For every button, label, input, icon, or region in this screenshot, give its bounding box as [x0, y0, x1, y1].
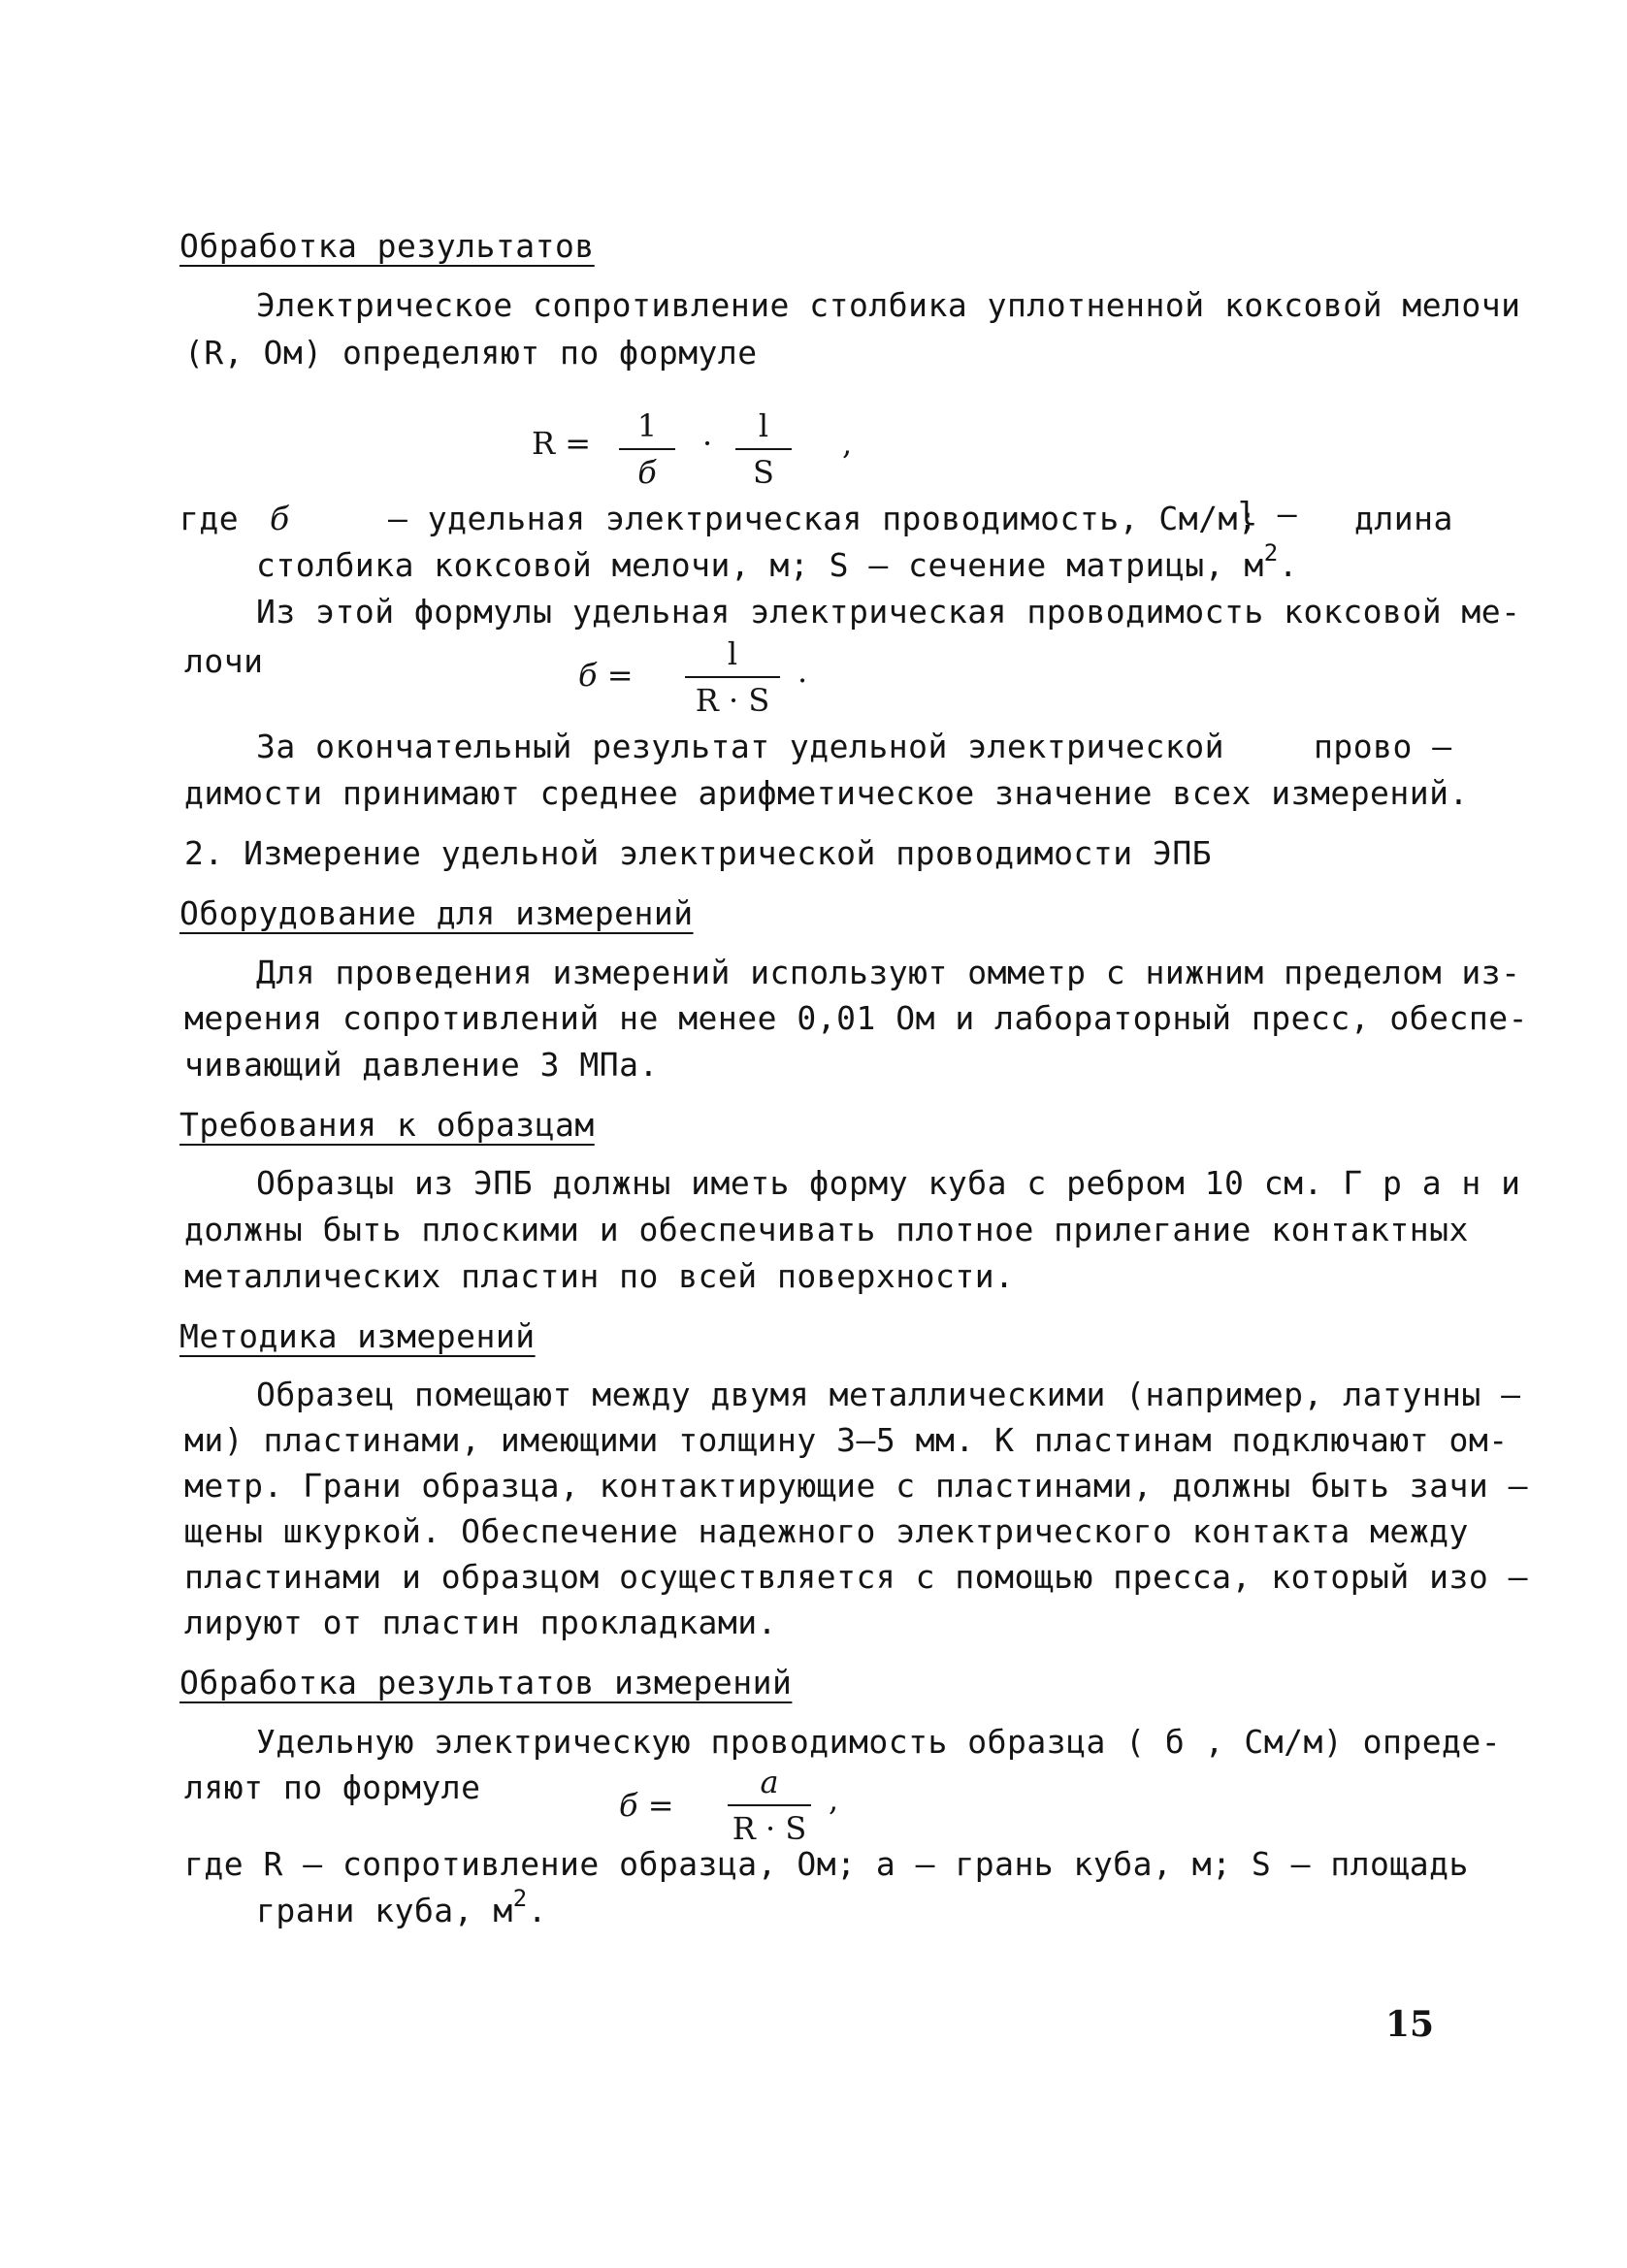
paragraph-line: Образец помещают между двумя металлическими (например, латунны – — [256, 1376, 1521, 1413]
paragraph-line: металлических пластин по всей поверхности. — [184, 1257, 1015, 1295]
heading-sample-requirements: Требования к образцам — [179, 1106, 595, 1144]
heading-method: Методика измерений — [179, 1317, 536, 1355]
paragraph-line: лируют от пластин прокладками. — [184, 1604, 778, 1641]
heading-processing-results: Обработка результатов — [179, 227, 595, 265]
paragraph-line: За окончательный результат удельной электрической — [256, 728, 1225, 765]
fraction — [728, 1764, 811, 1847]
paragraph-line — [256, 1885, 548, 1933]
paragraph-line: щены шкуркой. Обеспечение надежного электрического контакта между — [184, 1512, 1469, 1550]
fraction — [619, 407, 675, 491]
fraction-numerator: l — [758, 407, 769, 444]
paragraph-line: Электрическое сопротивление столбика уплотненной коксовой мелочи — [256, 286, 1521, 324]
section-title: 2. Измерение удельной электрической проводимости ЭПБ — [184, 834, 1213, 872]
paragraph-line: ми) пластинами, имеющими толщину 3–5 мм. К пластинам подключают ом- — [184, 1421, 1509, 1459]
paragraph-line: димости принимают среднее арифметическое значение всех измерений. — [184, 774, 1469, 812]
superscript: 2 — [512, 1885, 528, 1912]
text: . — [1278, 546, 1299, 584]
fraction-numerator: 1 — [636, 407, 658, 444]
superscript: 2 — [1263, 539, 1279, 567]
paragraph-line — [256, 539, 1299, 588]
fraction — [735, 407, 792, 491]
heading-results-processing: Обработка результатов измерений — [179, 1664, 793, 1701]
paragraph-line: – удельная электрическая проводимость, См/м; — [388, 500, 1258, 537]
fraction-denominator: S — [753, 454, 774, 491]
paragraph-line: метр. Грани образца, контактирующие с пластинами, должны быть зачи – — [184, 1467, 1529, 1505]
text: столбика коксовой мелочи, м; S – сечение матрицы, м — [256, 546, 1264, 584]
fraction-denominator: R · S — [695, 682, 770, 719]
where-label: где — [179, 500, 240, 537]
formula-lhs: R = — [532, 425, 592, 462]
symbol-sigma: б — [270, 500, 290, 537]
fraction — [685, 635, 780, 719]
paragraph-line: чивающий давление 3 МПа. — [184, 1046, 659, 1084]
paragraph-line: длина — [1354, 500, 1453, 537]
formula-resistance — [532, 407, 881, 504]
formula-comma: , — [829, 1781, 839, 1818]
paragraph-line: Удельную электрическую проводимость образца ( б , См/м) опреде- — [256, 1723, 1502, 1761]
page-number: 15 — [1385, 2004, 1435, 2045]
formula-dot: · — [702, 425, 713, 462]
formula-period: . — [797, 653, 808, 690]
symbol-l: l – — [1238, 495, 1298, 533]
paragraph-line: Образцы из ЭПБ должны иметь форму куба с ребром 10 см. Г р а н и — [256, 1164, 1521, 1202]
fraction-denominator: б — [637, 454, 657, 491]
formula-conductivity — [578, 635, 869, 732]
paragraph-line: пластинами и образцом осуществляется с помощью пресса, который изо – — [184, 1558, 1529, 1596]
formula-lhs: б = — [619, 1787, 674, 1824]
fraction-denominator: R · S — [732, 1810, 807, 1847]
paragraph-line: (R, Ом) определяют по формуле — [184, 334, 758, 372]
paragraph-line: где R – сопротивление образца, Ом; a – грань куба, м; S – площадь — [184, 1845, 1469, 1883]
paragraph-line: Для проведения измерений используют омметр с нижним пределом из- — [256, 954, 1521, 991]
formula-comma: , — [842, 425, 853, 462]
heading-equipment: Оборудование для измерений — [179, 894, 694, 932]
paragraph-line: мерения сопротивлений не менее 0,01 Ом и лабораторный пресс, обеспе- — [184, 999, 1529, 1037]
fraction-numerator: l — [727, 635, 738, 672]
paragraph-line: прово – — [1314, 728, 1452, 765]
text: . — [527, 1892, 548, 1929]
text: грани куба, м — [256, 1892, 513, 1929]
fraction-numerator: a — [760, 1764, 779, 1800]
paragraph-line: лочи — [184, 642, 264, 680]
paragraph-line: ляют по формуле — [184, 1768, 481, 1806]
paragraph-line: должны быть плоскими и обеспечивать плотное прилегание контактных — [184, 1211, 1469, 1248]
paragraph-line: Из этой формулы удельная электрическая проводимость коксовой ме- — [256, 593, 1521, 631]
formula-lhs: б = — [578, 657, 634, 694]
